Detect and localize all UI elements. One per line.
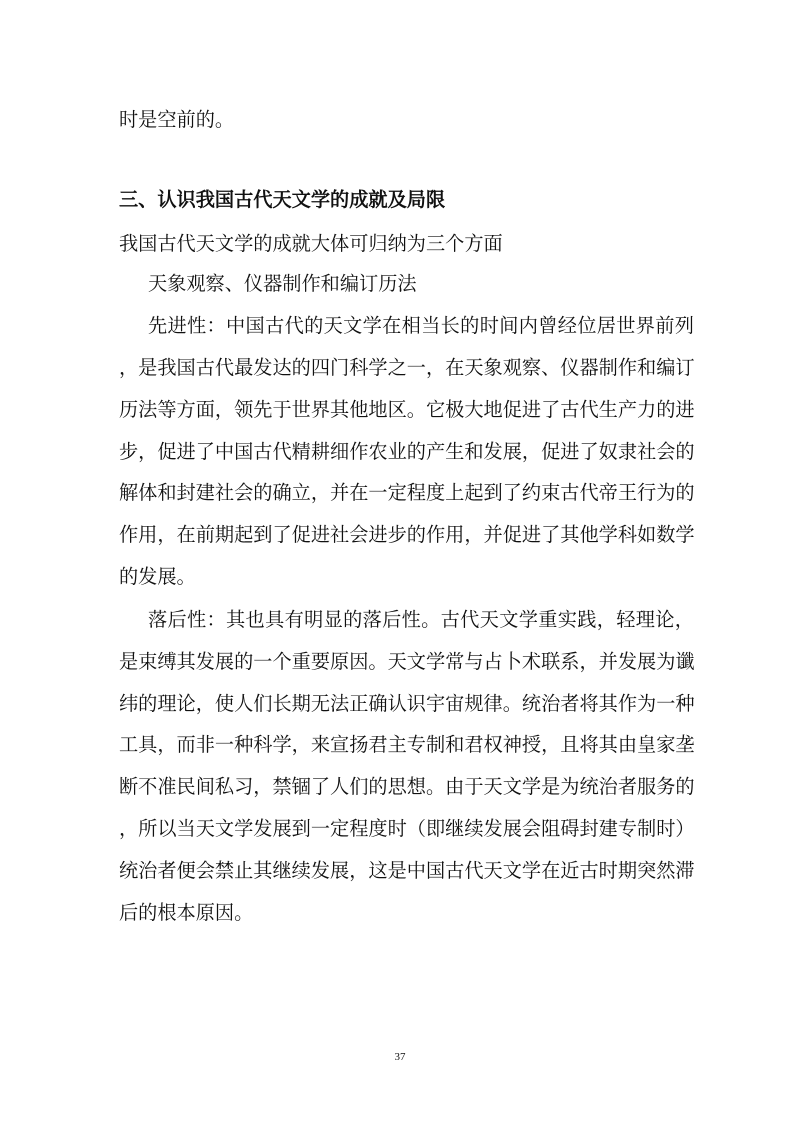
page-number: 37	[394, 1051, 406, 1063]
aspects-line: 天象观察、仪器制作和编订历法	[148, 272, 417, 295]
paragraph-line: ，是我国古代最发达的四门科学之一，在天象观察、仪器制作和编订	[119, 356, 695, 379]
paragraph-line: 解体和封建社会的确立，并在一定程度上起到了约束古代帝王行为的	[119, 481, 695, 504]
paragraph-line: 先进性：中国古代的天文学在相当长的时间内曾经位居世界前列	[148, 314, 694, 337]
paragraph-line: ，所以当天文学发展到一定程度时（即继续发展会阻碍封建专制时）	[119, 817, 695, 840]
intro-line: 我国古代天文学的成就大体可归纳为三个方面	[119, 232, 503, 255]
paragraph-line: 步，促进了中国古代精耕细作农业的产生和发展，促进了奴隶社会的	[119, 440, 695, 463]
paragraph-line: 统治者便会禁止其继续发展，这是中国古代天文学在近古时期突然滞	[119, 859, 695, 882]
lead-line: 时是空前的。	[119, 108, 235, 131]
paragraph-line: 工具，而非一种科学，来宣扬君主专制和君权神授，且将其由皇家垄	[119, 733, 695, 756]
paragraph-line: 是束缚其发展的一个重要原因。天文学常与占卜术联系，并发展为谶	[119, 650, 695, 673]
paragraph-line: 后的根本原因。	[119, 901, 254, 924]
paragraph-line: 落后性：其也具有明显的落后性。古代天文学重实践，轻理论，	[148, 608, 694, 631]
paragraph-line: 作用，在前期起到了促进社会进步的作用，并促进了其他学科如数学	[119, 523, 695, 546]
paragraph-line: 纬的理论，使人们长期无法正确认识宇宙规律。统治者将其作为一种	[119, 692, 695, 715]
paragraph-line: 断不准民间私习，禁锢了人们的思想。由于天文学是为统治者服务的	[119, 775, 695, 798]
section-heading: 三、认识我国古代天文学的成就及局限	[119, 188, 446, 211]
paragraph-line: 的发展。	[119, 565, 196, 588]
paragraph-line: 历法等方面，领先于世界其他地区。它极大地促进了古代生产力的进	[119, 398, 695, 421]
